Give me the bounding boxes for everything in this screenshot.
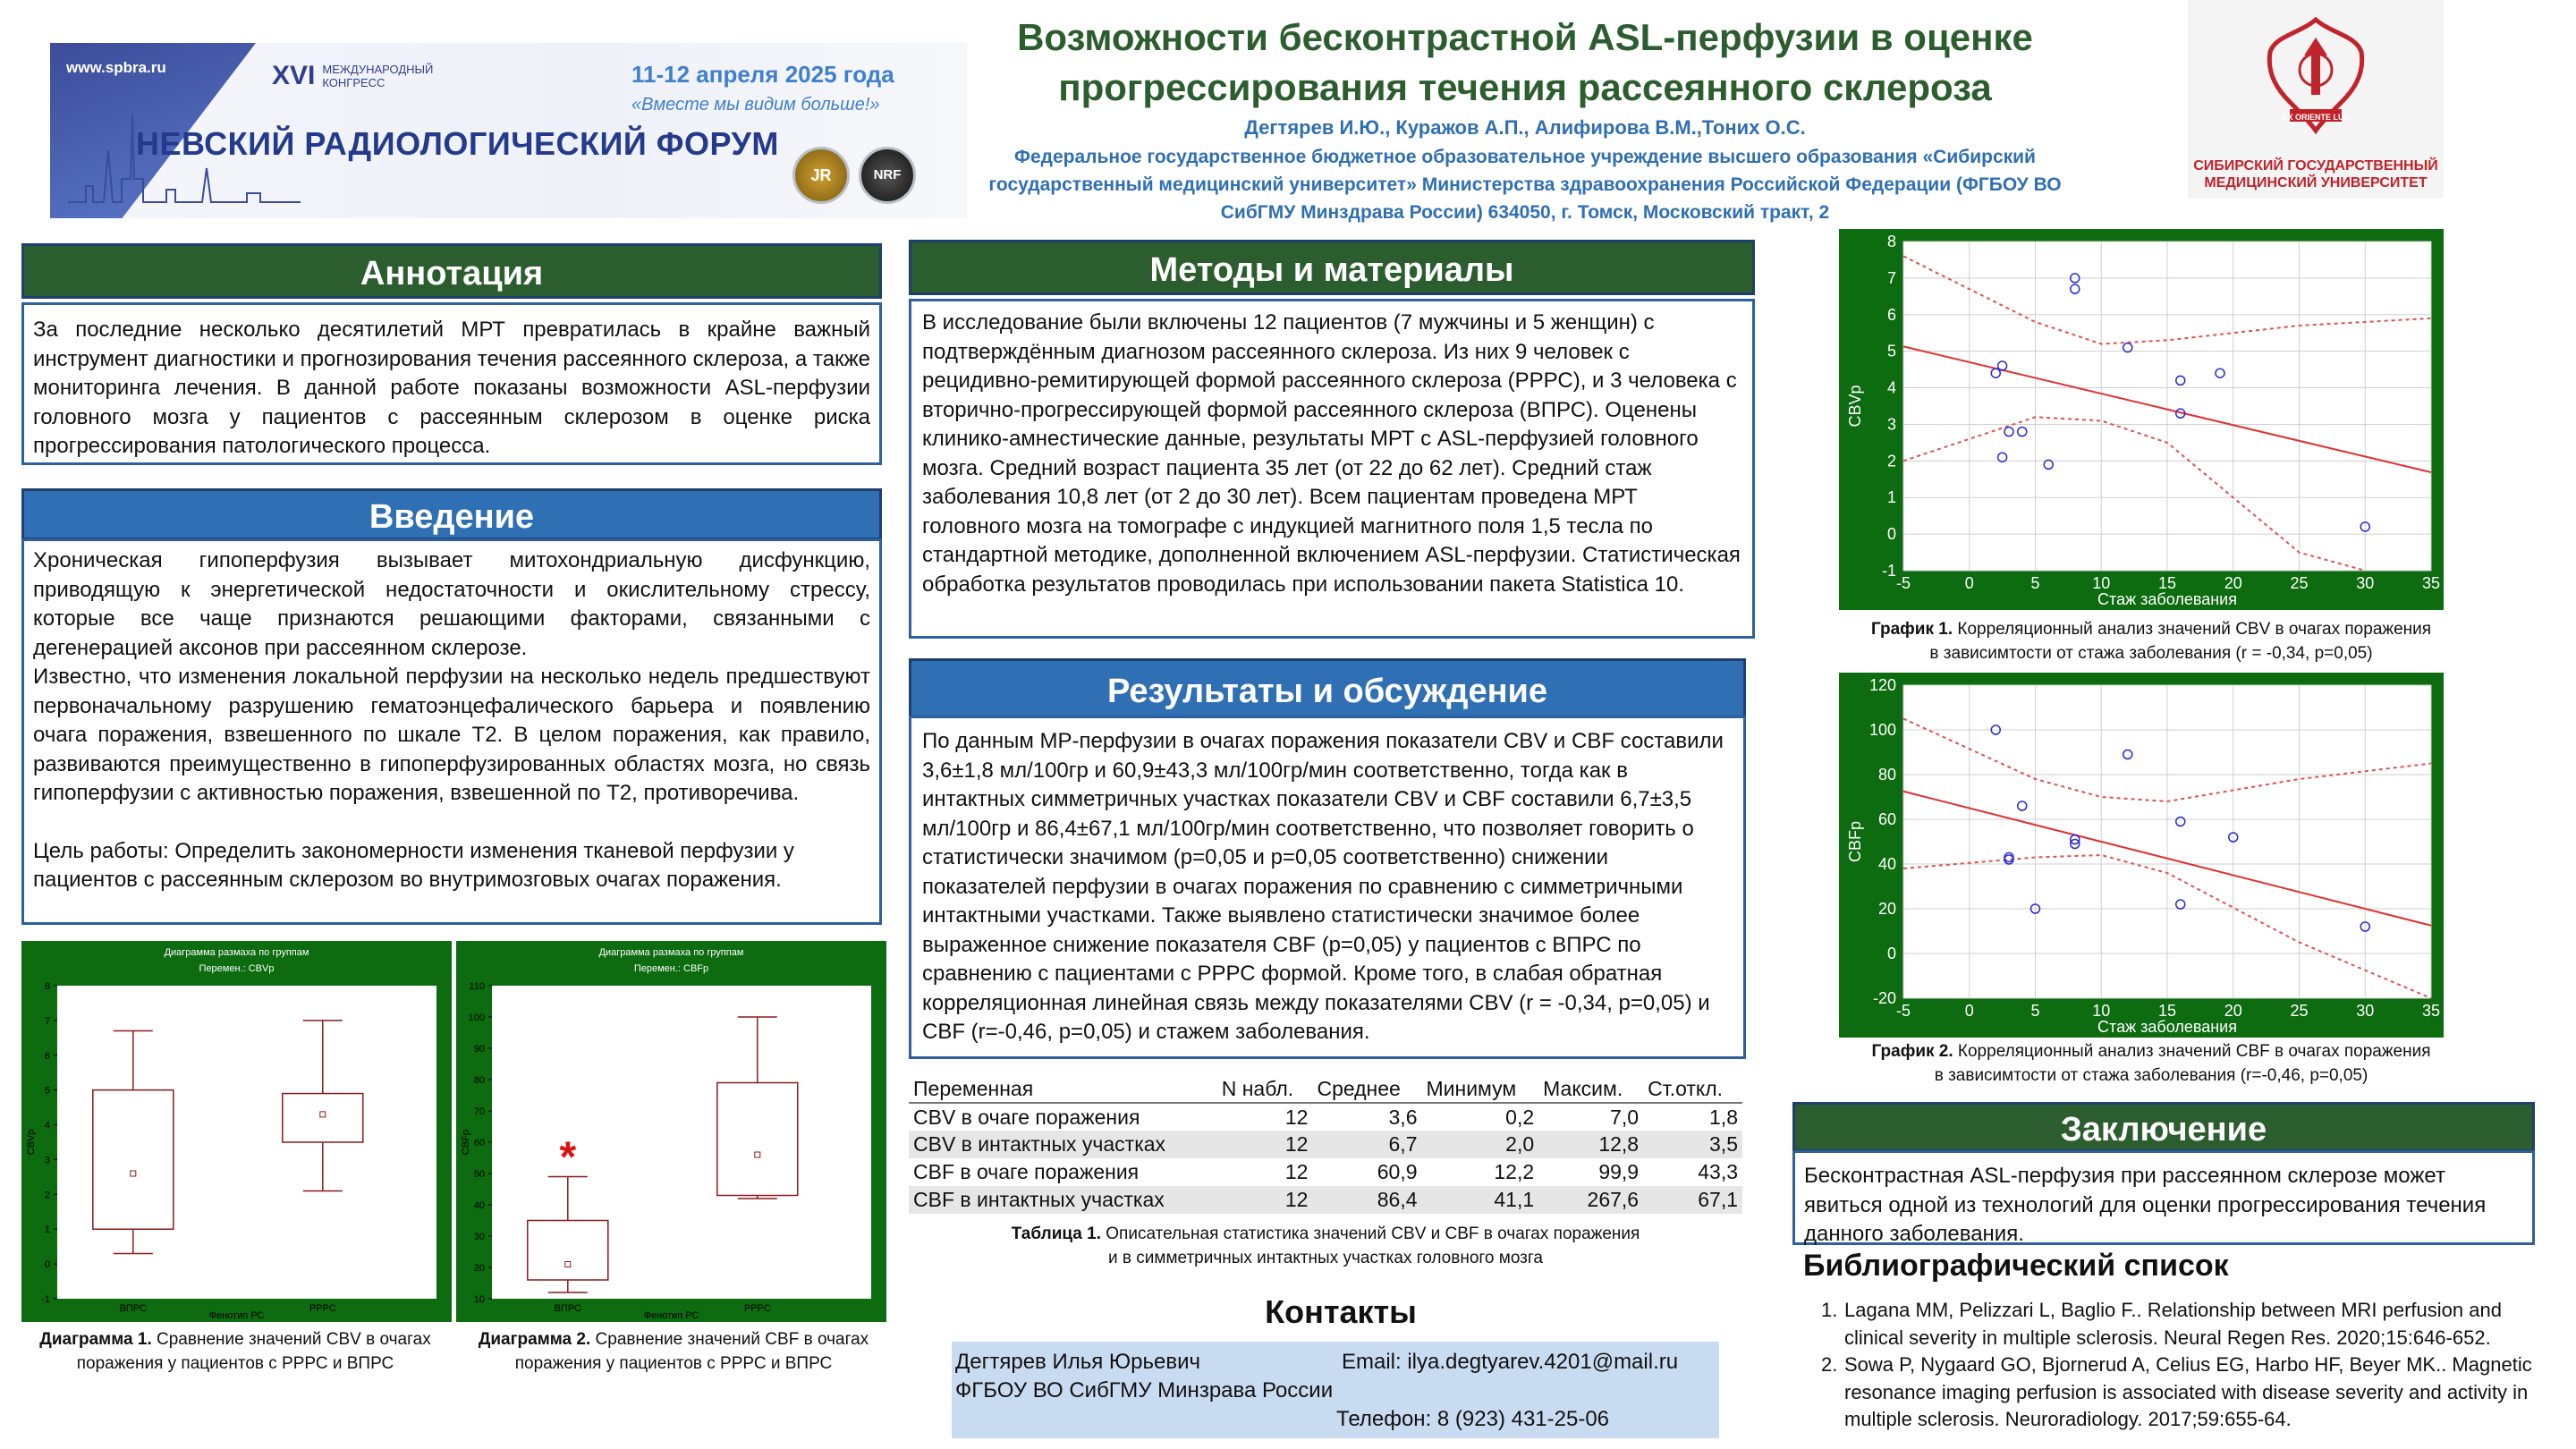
table-header-cell: Максим.: [1538, 1075, 1643, 1103]
y-tick-label: 30: [473, 1232, 485, 1242]
y-tick-label: 7: [1886, 268, 1896, 287]
university-name: СИБИРСКИЙ ГОСУДАРСТВЕННЫЙ МЕДИЦИНСКИЙ УНИВЕРСИТЕТ: [2193, 158, 2438, 191]
y-tick-label: 70: [473, 1106, 485, 1117]
table-cell: 41,1: [1422, 1186, 1539, 1214]
x-tick-label: 25: [2290, 1002, 2309, 1020]
x-tick-label: -5: [1895, 574, 1911, 592]
diagram-1-caption: Диаграмма 1. Сравнение значений CBV в очагах поражения у пациентов с РРРС и ВПРС: [39, 1330, 431, 1373]
diagram-2-caption: Диаграмма 2. Сравнение значений CBF в очагах поражения у пациентов с РРРС и ВПРС: [478, 1330, 869, 1373]
table-cell: 12,2: [1422, 1158, 1539, 1186]
title-line-2: прогрессирования течения рассеянного склероза: [1058, 66, 1992, 108]
x-axis-label: Стаж заболевания: [2097, 1018, 2237, 1036]
table-header-cell: Ст.откл.: [1643, 1075, 1742, 1103]
annotation-box: [21, 302, 882, 465]
university-motto: EX ORIENTE LUX: [2282, 113, 2350, 122]
scatter-plot-2: [1839, 673, 2444, 1038]
table-cell: 3,6: [1312, 1103, 1421, 1131]
x-tick-label: 10: [2092, 1002, 2111, 1020]
y-tick-label: 6: [44, 1050, 50, 1062]
y-tick-label: 2: [44, 1190, 50, 1201]
banner-slogan: «Вместе мы видим больше!»: [631, 95, 880, 114]
y-axis-label: CBFр: [461, 1129, 471, 1156]
y-tick-label: 0: [1886, 945, 1896, 962]
table-cell: 7,0: [1538, 1103, 1643, 1131]
intro-box: [21, 538, 882, 925]
x-tick-label: 5: [2030, 574, 2040, 592]
box-plot-2: [456, 941, 886, 1322]
conclusion-heading: Заключение: [1792, 1102, 2535, 1152]
chart-subtitle: Перемен.: CBFр: [633, 963, 709, 974]
table-row: [909, 1131, 1742, 1158]
x-axis-label: Фенотип РС: [208, 1310, 265, 1321]
table-row: [909, 1186, 1742, 1214]
contacts-heading: Контакты: [1265, 1293, 1417, 1330]
edition-label: МЕЖДУНАРОДНЫЙ КОНГРЕСС: [322, 63, 434, 89]
intro-paragraph-2: Известно, что изменения локальной перфузии на несколько недель предшествуют первоначальному разрушению гематоэнцефалического барьера и появлению очага поражения, взвешенного по шкале Т2. В целом поражения, как правило, развиваются преимущественно в гипоперфузированных областях мозга, но связь гипоперфузии с активностью поражения, взвешенной по Т2, противоречива.: [33, 665, 870, 805]
methods-box: [909, 299, 1755, 639]
chart-title: Диаграмма размаха по группам: [164, 947, 309, 958]
x-tick-label: 35: [2421, 574, 2441, 592]
y-tick-label: 50: [473, 1169, 485, 1180]
x-tick-label: 20: [2224, 574, 2242, 592]
x-tick-label: 30: [2356, 1002, 2375, 1020]
scatter-plot-1: [1839, 229, 2444, 610]
x-tick-label: 35: [2421, 1002, 2441, 1020]
stats-table-header: [909, 1075, 1742, 1103]
contact-org: ФГБОУ ВО СибГМУ Минзрава России: [955, 1378, 1334, 1402]
banner-forum-name: НЕВСКИЙ РАДИОЛОГИЧЕСКИЙ ФОРУМ: [136, 125, 779, 162]
results-heading: Результаты и обсуждение: [909, 658, 1746, 719]
contact-name: Дегтярев Илья Юрьевич: [955, 1350, 1200, 1374]
methods-heading: Методы и материалы: [909, 240, 1755, 295]
box-iqr: [283, 1094, 363, 1142]
y-tick-label: 8: [1886, 233, 1896, 250]
table-cell: 12: [1217, 1186, 1313, 1214]
bibliography-heading: Библиографический список: [1803, 1249, 2229, 1283]
table-cell: 267,6: [1538, 1186, 1643, 1214]
annotation-heading: Аннотация: [21, 243, 882, 299]
scatter-plot-2-svg: [1839, 673, 2444, 1038]
table-cell: 0,2: [1422, 1103, 1539, 1131]
x-tick-label: 20: [2224, 1002, 2242, 1020]
box-plot-2-svg: [456, 941, 886, 1322]
y-tick-label: 90: [473, 1044, 485, 1055]
x-tick-label: 15: [2157, 1002, 2177, 1020]
table-cell: CBV в очаге поражения: [909, 1103, 1217, 1131]
y-tick-label: 7: [44, 1015, 50, 1027]
y-axis-label: CBFр: [1846, 820, 1864, 863]
table-cell: 3,5: [1643, 1131, 1742, 1158]
y-tick-label: 8: [44, 981, 50, 992]
table-cell: CBF в очаге поражения: [909, 1158, 1217, 1186]
x-category-label: ВПРС: [554, 1303, 582, 1314]
table-cell: 6,7: [1312, 1131, 1421, 1158]
y-tick-label: 40: [1877, 855, 1896, 873]
x-category-label: ВПРС: [119, 1303, 148, 1314]
x-axis-label: Стаж заболевания: [2097, 590, 2237, 608]
chart-title: Диаграмма размаха по группам: [598, 947, 744, 958]
y-tick-label: 120: [1868, 676, 1896, 694]
y-tick-label: 110: [469, 981, 485, 992]
y-tick-label: 5: [44, 1085, 50, 1097]
y-tick-label: 6: [1886, 305, 1896, 324]
table-cell: 67,1: [1643, 1186, 1742, 1214]
box-plot-1-svg: [21, 941, 452, 1322]
table-cell: 2,0: [1422, 1131, 1539, 1158]
box-iqr: [528, 1221, 608, 1281]
y-tick-label: 5: [1886, 342, 1896, 360]
table-header-cell: Минимум: [1422, 1075, 1539, 1103]
methods-text: В исследование были включены 12 пациентов (7 мужчины и 5 женщин) с подтверждённым диагнозом рассеянного склероза. Из них 9 человек с рецидивно-ремитирующей формой рассеянного склероза (РРРС), и 3 человека с вторично-прогрессирующей формой рассеянного склероза (ВПРС). Оценены клинико-амнестические данные, результаты МРТ с ASL-перфузией головного мозга. Средний возраст пациента 35 лет (от 22 до 62 лет). Средний стаж заболевания 10,8 лет (от 2 до 30 лет). Всем пациентам проведена МРТ головного мозга на томографе с индукцией магнитного поля 1,5 тесла по стандартной методике, дополненной включением ASL-перфузии. Статистическая обработка результатов проводилась при использовании пакета Statistica 10.: [922, 310, 1741, 597]
results-box: [909, 716, 1746, 1059]
conclusion-box: [1792, 1150, 2535, 1245]
title-affiliation: Федеральное государственное бюджетное образовательное учреждение высшего образования «Сибирский государственный медицинский университет» Министерства здравоохранения Российской Федерации (ФГБОУ ВО СибГМУ Минздрава России) 634050, г. Томск, Московский тракт, 2: [988, 147, 2062, 223]
table-cell: 12,8: [1538, 1131, 1643, 1158]
stats-table: [909, 1075, 1742, 1214]
scatter-plot-1-svg: [1839, 229, 2444, 610]
title-authors: Дегтярев И.Ю., Куражов А.П., Алифирова В.М.,Тоних О.С.: [1244, 116, 1806, 139]
x-tick-label: 25: [2290, 574, 2309, 592]
intro-aim: Цель работы: Определить закономерности изменения тканевой перфузии у пациентов с рассеянным склерозом во внутримозговых очагах поражения.: [33, 838, 794, 892]
y-tick-label: 20: [473, 1263, 485, 1274]
table-header-cell: N набл.: [1217, 1075, 1313, 1103]
y-tick-label: 4: [44, 1120, 50, 1131]
banner-edition: [272, 61, 433, 91]
table-cell: 12: [1217, 1158, 1313, 1186]
intro-paragraph-1: Хроническая гипоперфузия вызывает митохондриальную дисфункцию, приводящую к энергетической недостаточности и окислительному стрессу, которые все чаще признаются решающими факторами, связанными с дегенерацией аксонов при рассеянном склерозе.: [33, 548, 870, 660]
intro-heading: Введение: [21, 488, 882, 540]
table-cell: 12: [1217, 1131, 1313, 1158]
stats-table-wrap: [909, 1075, 1742, 1214]
y-tick-label: 1: [1886, 488, 1896, 507]
box-plot-1: [21, 941, 452, 1322]
y-tick-label: -1: [41, 1294, 50, 1305]
y-tick-label: 1: [44, 1224, 50, 1236]
table-cell: CBV в интактных участках: [909, 1131, 1217, 1158]
y-tick-label: 10: [473, 1294, 485, 1305]
university-logo: [2188, 0, 2444, 199]
y-tick-label: 20: [1877, 900, 1896, 918]
graph-1-caption: График 1. Корреляционный анализ значений CBV в очагах поражения в зависимтости от стажа заболевания (r = -0,34, р=0,05): [1870, 620, 2432, 663]
table-row: [909, 1158, 1742, 1186]
significance-marker: *: [559, 1133, 577, 1182]
bib-item-2: 2. Sowa P, Nygaard GO, Bjornerud A, Celius EG, Harbo HF, Beyer MK.. Magnetic resonance imaging perfusion is associated with disease severity and activity in multiple sclerosis. Neuroradiology. 2017;59:655-64.: [1821, 1353, 2532, 1430]
y-tick-label: -1: [1881, 562, 1896, 580]
table-cell: 43,3: [1643, 1158, 1742, 1186]
y-tick-label: 0: [44, 1259, 50, 1271]
conclusion-text: Бесконтрастная ASL-перфузия при рассеянном склерозе может явиться одной из технологий для оценки прогрессирования течения данного заболевания.: [1804, 1164, 2487, 1246]
contact-email[interactable]: Email: ilya.degtyarev.4201@mail.ru: [1342, 1350, 1679, 1374]
y-tick-label: -20: [1872, 989, 1896, 1007]
y-tick-label: 80: [1877, 766, 1896, 784]
x-tick-label: -5: [1895, 1002, 1911, 1020]
bib-item-1: 1. Lagana MM, Pelizzari L, Baglio F.. Relationship between MRI perfusion and clinical severity in multiple sclerosis. Neural Regen Res. 2020;15:646-652.: [1821, 1299, 2502, 1349]
table-header-cell: Переменная: [909, 1075, 1217, 1103]
box-iqr: [93, 1090, 174, 1230]
x-tick-label: 15: [2157, 574, 2177, 592]
badge-jr: JR: [792, 147, 850, 204]
y-axis-label: CBVр: [26, 1129, 37, 1156]
contacts-box: [952, 1342, 1719, 1438]
y-tick-label: 0: [1886, 525, 1896, 544]
forum-banner: [50, 43, 967, 218]
x-category-label: РРРС: [309, 1303, 336, 1314]
table-row: [909, 1103, 1742, 1131]
contact-phone[interactable]: Телефон: 8 (923) 431-25-06: [1336, 1407, 1610, 1431]
x-tick-label: 5: [2030, 1002, 2040, 1020]
y-tick-label: 3: [44, 1155, 50, 1166]
x-category-label: РРРС: [743, 1303, 771, 1314]
annotation-text: За последние несколько десятилетий МРТ превратилась в крайне важный инструмент диагностики и прогнозирования течения рассеянного склероза, а также мониторинга лечения. В данной работе показаны возможности ASL-перфузии головного мозга у пациентов с рассеянным склерозом в оценке риска прогрессирования патологического процесса.: [33, 318, 870, 458]
chart-subtitle: Перемен.: CBVр: [199, 963, 275, 974]
table-cell: 60,9: [1312, 1158, 1421, 1186]
table-cell: 1,8: [1643, 1103, 1742, 1131]
x-tick-label: 0: [1964, 1002, 1974, 1020]
table-cell: CBF в интактных участках: [909, 1186, 1217, 1214]
y-tick-label: 3: [1886, 415, 1896, 434]
y-axis-label: CBVр: [1846, 385, 1864, 428]
y-tick-label: 40: [473, 1200, 485, 1211]
x-tick-label: 30: [2356, 574, 2375, 592]
y-tick-label: 60: [1877, 810, 1896, 828]
banner-dates: 11-12 апреля 2025 года: [631, 61, 894, 88]
y-tick-label: 80: [473, 1075, 485, 1086]
badge-nrf: NRF: [859, 147, 916, 204]
y-tick-label: 100: [468, 1013, 485, 1023]
y-tick-label: 100: [1868, 721, 1896, 739]
stats-table-body: [909, 1103, 1742, 1214]
table-header-cell: Среднее: [1312, 1075, 1421, 1103]
poster-title: [975, 13, 2075, 113]
banner-site[interactable]: www.spbra.ru: [66, 59, 166, 76]
graph-2-caption: График 2. Корреляционный анализ значений CBF в очагах поражения в зависимтости от стажа заболевания (r=-0,46, р=0,05): [1871, 1042, 2431, 1085]
y-tick-label: 2: [1886, 452, 1896, 470]
table-caption: Таблица 1. Описательная статистика значений CBV и CBF в очагах поражения и в симметричных интактных участках головного мозга: [1011, 1224, 1640, 1267]
table-cell: 99,9: [1538, 1158, 1643, 1186]
x-axis-label: Фенотип РС: [643, 1310, 699, 1321]
x-tick-label: 0: [1964, 574, 1974, 592]
title-line-1: Возможности бесконтрастной ASL-перфузии в оценке: [1017, 16, 2033, 58]
bibliography-list: [1821, 1297, 2576, 1434]
table-cell: 12: [1217, 1103, 1313, 1131]
edition-number: XVI: [272, 61, 316, 90]
results-text: По данным МР-перфузии в очагах поражения показатели CBV и CBF составили 3,6±1,8 мл/100гр и 60,9±43,3 мл/100гр/мин соответственно, тогда как в интактных симметричных участках показатели CBV и CBF составили 6,7±3,5 мл/100гр и 86,4±67,1 мл/100гр/мин соответственно, что позволяет говорить о статистически значимом (р=0,05 и р=0,05 соответственно) снижении показателей перфузии в очагах поражения по сравнению с симметричными интактными участками. Также выявлено статистически значимое более выраженное снижение показателя CBF (р=0,05) у пациентов с ВПРС по сравнению с пациентами с РРРС формой. Кроме того, в слабая обратная корреляционная линейная связь между показателями CBV (r = -0,34, р=0,05) и CBF (r=-0,46, р=0,05) и стажем заболевания.: [922, 729, 1724, 1044]
y-tick-label: 60: [473, 1138, 485, 1148]
x-tick-label: 10: [2092, 574, 2111, 592]
y-tick-label: 4: [1886, 378, 1896, 397]
table-cell: 86,4: [1312, 1186, 1421, 1214]
box-iqr: [717, 1083, 798, 1196]
